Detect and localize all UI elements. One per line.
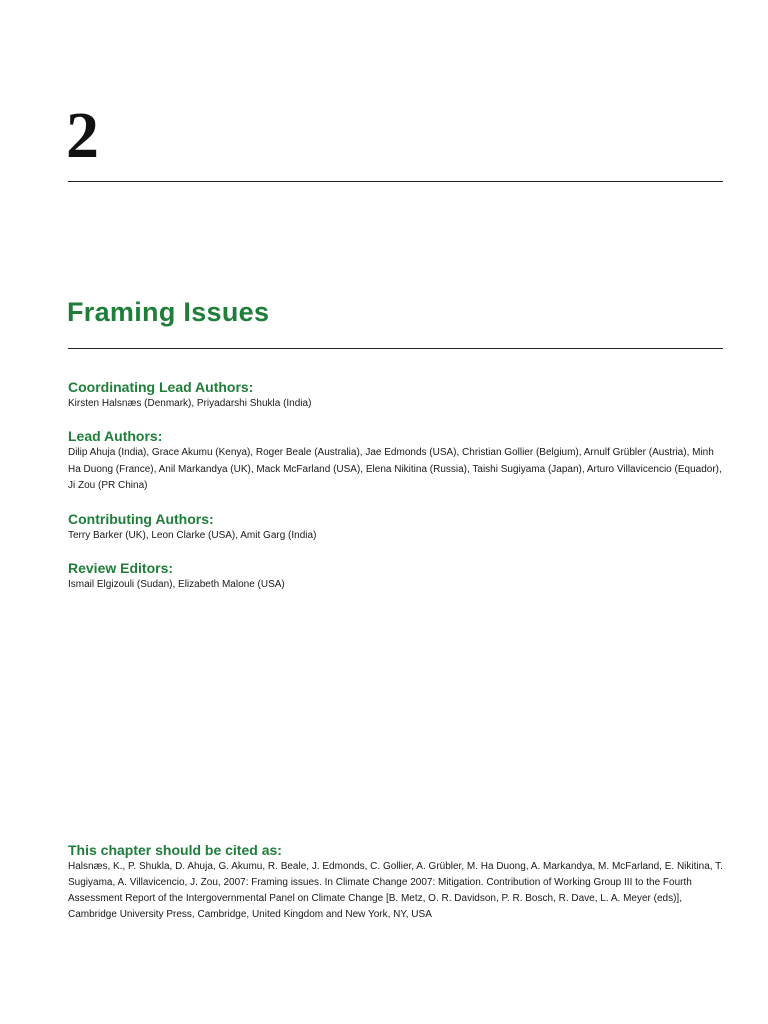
lead-authors-section	[68, 427, 724, 495]
chapter-number: 2	[66, 99, 99, 172]
top-divider	[68, 181, 723, 182]
section-body: Dilip Ahuja (India), Grace Akumu (Kenya), Roger Beale (Australia), Jae Edmonds (USA), Christian Gollier (Belgium), Arnulf Grübler (Austria), Minh Ha Duong (France), Anil Markandya (UK), Mack McFarland (USA), Elena Nikitina (Russia), Taishi Sugiyama (Japan), Arturo Villavicencio (Equador), Ji Zou (PR China)	[68, 447, 722, 491]
section-body: Ismail Elgizouli (Sudan), Elizabeth Malone (USA)	[68, 579, 285, 590]
citation-section	[68, 841, 724, 923]
title-divider	[68, 348, 723, 349]
citation-text: Halsnæs, K., P. Shukla, D. Ahuja, G. Akumu, R. Beale, J. Edmonds, C. Gollier, A. Grübler, M. Ha Duong, A. Markandya, M. McFarland, E. Nikitina, T. Sugiyama, A. Villavicencio, J. Zou, 2007: Framing issues. In Climate Change 2007: Mitigation. Contribution of Working Group III to the Fourth Assessment Report of the Intergovernmental Panel on Climate Change [B. Metz, O. R. Davidson, P. R. Bosch, R. Dave, L. A. Meyer (eds)], Cambridge University Press, Cambridge, United Kingdom and New York, NY, USA	[68, 861, 723, 920]
section-heading: Contributing Authors:	[68, 511, 214, 527]
section-body: Terry Barker (UK), Leon Clarke (USA), Amit Garg (India)	[68, 530, 317, 541]
review-editors-section	[68, 559, 724, 594]
section-heading: This chapter should be cited as:	[68, 842, 282, 858]
section-heading: Review Editors:	[68, 560, 174, 576]
section-body: Kirsten Halsnæs (Denmark), Priyadarshi Shukla (India)	[68, 398, 312, 409]
contributing-authors-section	[68, 510, 724, 545]
section-heading: Lead Authors:	[68, 428, 163, 444]
chapter-title: Framing Issues	[67, 297, 270, 327]
section-heading: Coordinating Lead Authors:	[68, 379, 254, 395]
coordinating-lead-authors-section	[68, 378, 724, 413]
